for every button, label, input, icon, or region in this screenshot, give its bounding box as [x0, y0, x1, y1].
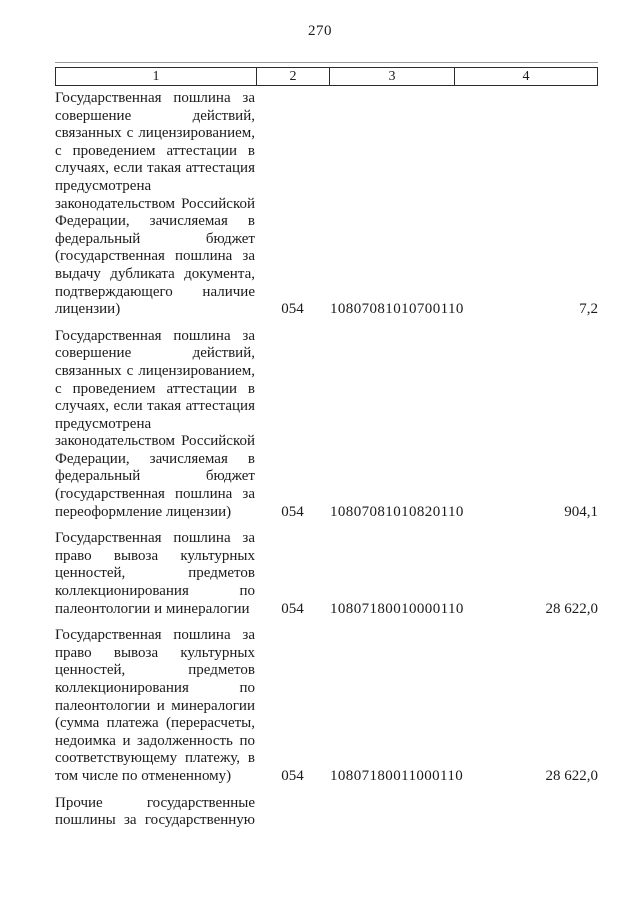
duty-name-line: право вывоза культурных — [55, 547, 255, 564]
duty-name-line: с проведением аттестации в — [55, 142, 255, 159]
duty-name-line: ценностей, предметов — [55, 565, 255, 582]
duty-name-line: палеонтологии и минералогии — [55, 600, 250, 617]
duty-name-line: совершение действий, — [55, 345, 255, 362]
duty-name-line: Государственная пошлина за — [55, 327, 255, 344]
duty-name-cell — [55, 521, 255, 618]
duty-name-line: переоформление лицензии) — [55, 503, 232, 520]
header-cell-2: 2 — [256, 68, 329, 85]
table-header-row — [55, 67, 598, 86]
duty-name-line: Государственная пошлина за — [55, 530, 255, 547]
header-cell-4: 4 — [454, 68, 597, 85]
amount-cell: 7,2 — [579, 301, 598, 318]
admin-code-cell: 054 — [281, 767, 304, 784]
duty-name-line: Федерации, зачисляемая в — [55, 450, 255, 467]
duty-name-line: палеонтологии и минералогии — [55, 697, 255, 714]
duty-name-line: подтверждающего наличие — [55, 283, 255, 300]
duty-name-line: коллекционирования по — [55, 680, 255, 696]
duty-name-line: законодательством Российской — [55, 433, 255, 450]
duty-name-line: недоимка и задолженность по — [55, 732, 255, 749]
budget-code-cell: 10807081010700110 — [330, 301, 464, 318]
duty-name-line: законодательством Российской — [55, 195, 255, 212]
duty-name-line: случаях, если такая аттестация — [55, 398, 255, 415]
table-row — [55, 319, 598, 522]
admin-code-cell: 054 — [281, 600, 304, 617]
amount-cell — [495, 786, 598, 830]
duty-name-line: предусмотрена — [55, 415, 152, 432]
table-row — [55, 521, 598, 618]
header-cell-3: 3 — [329, 68, 454, 85]
table-top-rule — [55, 62, 598, 63]
admin-code-cell — [255, 786, 330, 830]
duty-name-line: связанных с лицензированием, — [55, 362, 255, 379]
header-cell-1: 1 — [152, 69, 160, 84]
amount-cell: 28 622,0 — [545, 600, 598, 617]
duty-name-line: ценностей, предметов — [55, 662, 255, 679]
duty-name-line: Государственная пошлина за — [55, 90, 255, 106]
duty-name-line: случаях, если такая аттестация — [55, 160, 255, 177]
page-number: 270 — [308, 23, 332, 39]
table-body-grid — [55, 86, 598, 830]
duty-name-line: право вывоза культурных — [55, 644, 255, 661]
duties-table — [55, 62, 598, 830]
table-row — [55, 786, 598, 830]
duty-name-line: соответствующему платежу, в — [55, 750, 255, 767]
duty-name-line: том числе по отмененному) — [55, 767, 232, 784]
duty-name-line: Государственная пошлина за — [55, 627, 255, 644]
duty-name-line: Прочие государственные — [55, 794, 255, 811]
duty-name-line: (сумма платежа (перерасчеты, — [55, 715, 255, 732]
duty-name-line: Федерации, зачисляемая в — [55, 213, 255, 230]
budget-code-cell — [330, 786, 495, 830]
duty-name-cell — [55, 618, 255, 785]
duty-name-line: предусмотрена — [55, 177, 152, 194]
amount-cell: 28 622,0 — [545, 767, 598, 784]
table-row — [55, 86, 598, 319]
table-body — [55, 86, 598, 830]
duty-name-cell — [55, 786, 255, 830]
duty-name-line: федеральный бюджет — [55, 230, 255, 247]
budget-code-cell: 10807081010820110 — [330, 503, 464, 520]
duty-name-line: пошлины за государственную — [55, 812, 255, 829]
duty-name-line: федеральный бюджет — [55, 468, 255, 485]
duty-name-line: совершение действий, — [55, 107, 255, 124]
duty-name-line: (государственная пошлина за — [55, 486, 255, 503]
duty-name-line: лицензии) — [55, 301, 121, 318]
admin-code-cell: 054 — [281, 503, 304, 520]
table-row — [55, 618, 598, 785]
duty-name-line: с проведением аттестации в — [55, 380, 255, 397]
duty-name-line: (государственная пошлина за — [55, 248, 255, 265]
duty-name-line: связанных с лицензированием, — [55, 125, 255, 142]
budget-code-cell: 10807180011000110 — [330, 767, 464, 784]
amount-cell: 904,1 — [564, 503, 598, 520]
duty-name-cell — [55, 86, 255, 319]
duty-name-cell — [55, 319, 255, 522]
duty-name-line: выдачу дубликата документа, — [55, 265, 255, 282]
admin-code-cell: 054 — [281, 301, 304, 318]
budget-code-cell: 10807180010000110 — [330, 600, 464, 617]
duty-name-line: коллекционирования по — [55, 583, 255, 600]
